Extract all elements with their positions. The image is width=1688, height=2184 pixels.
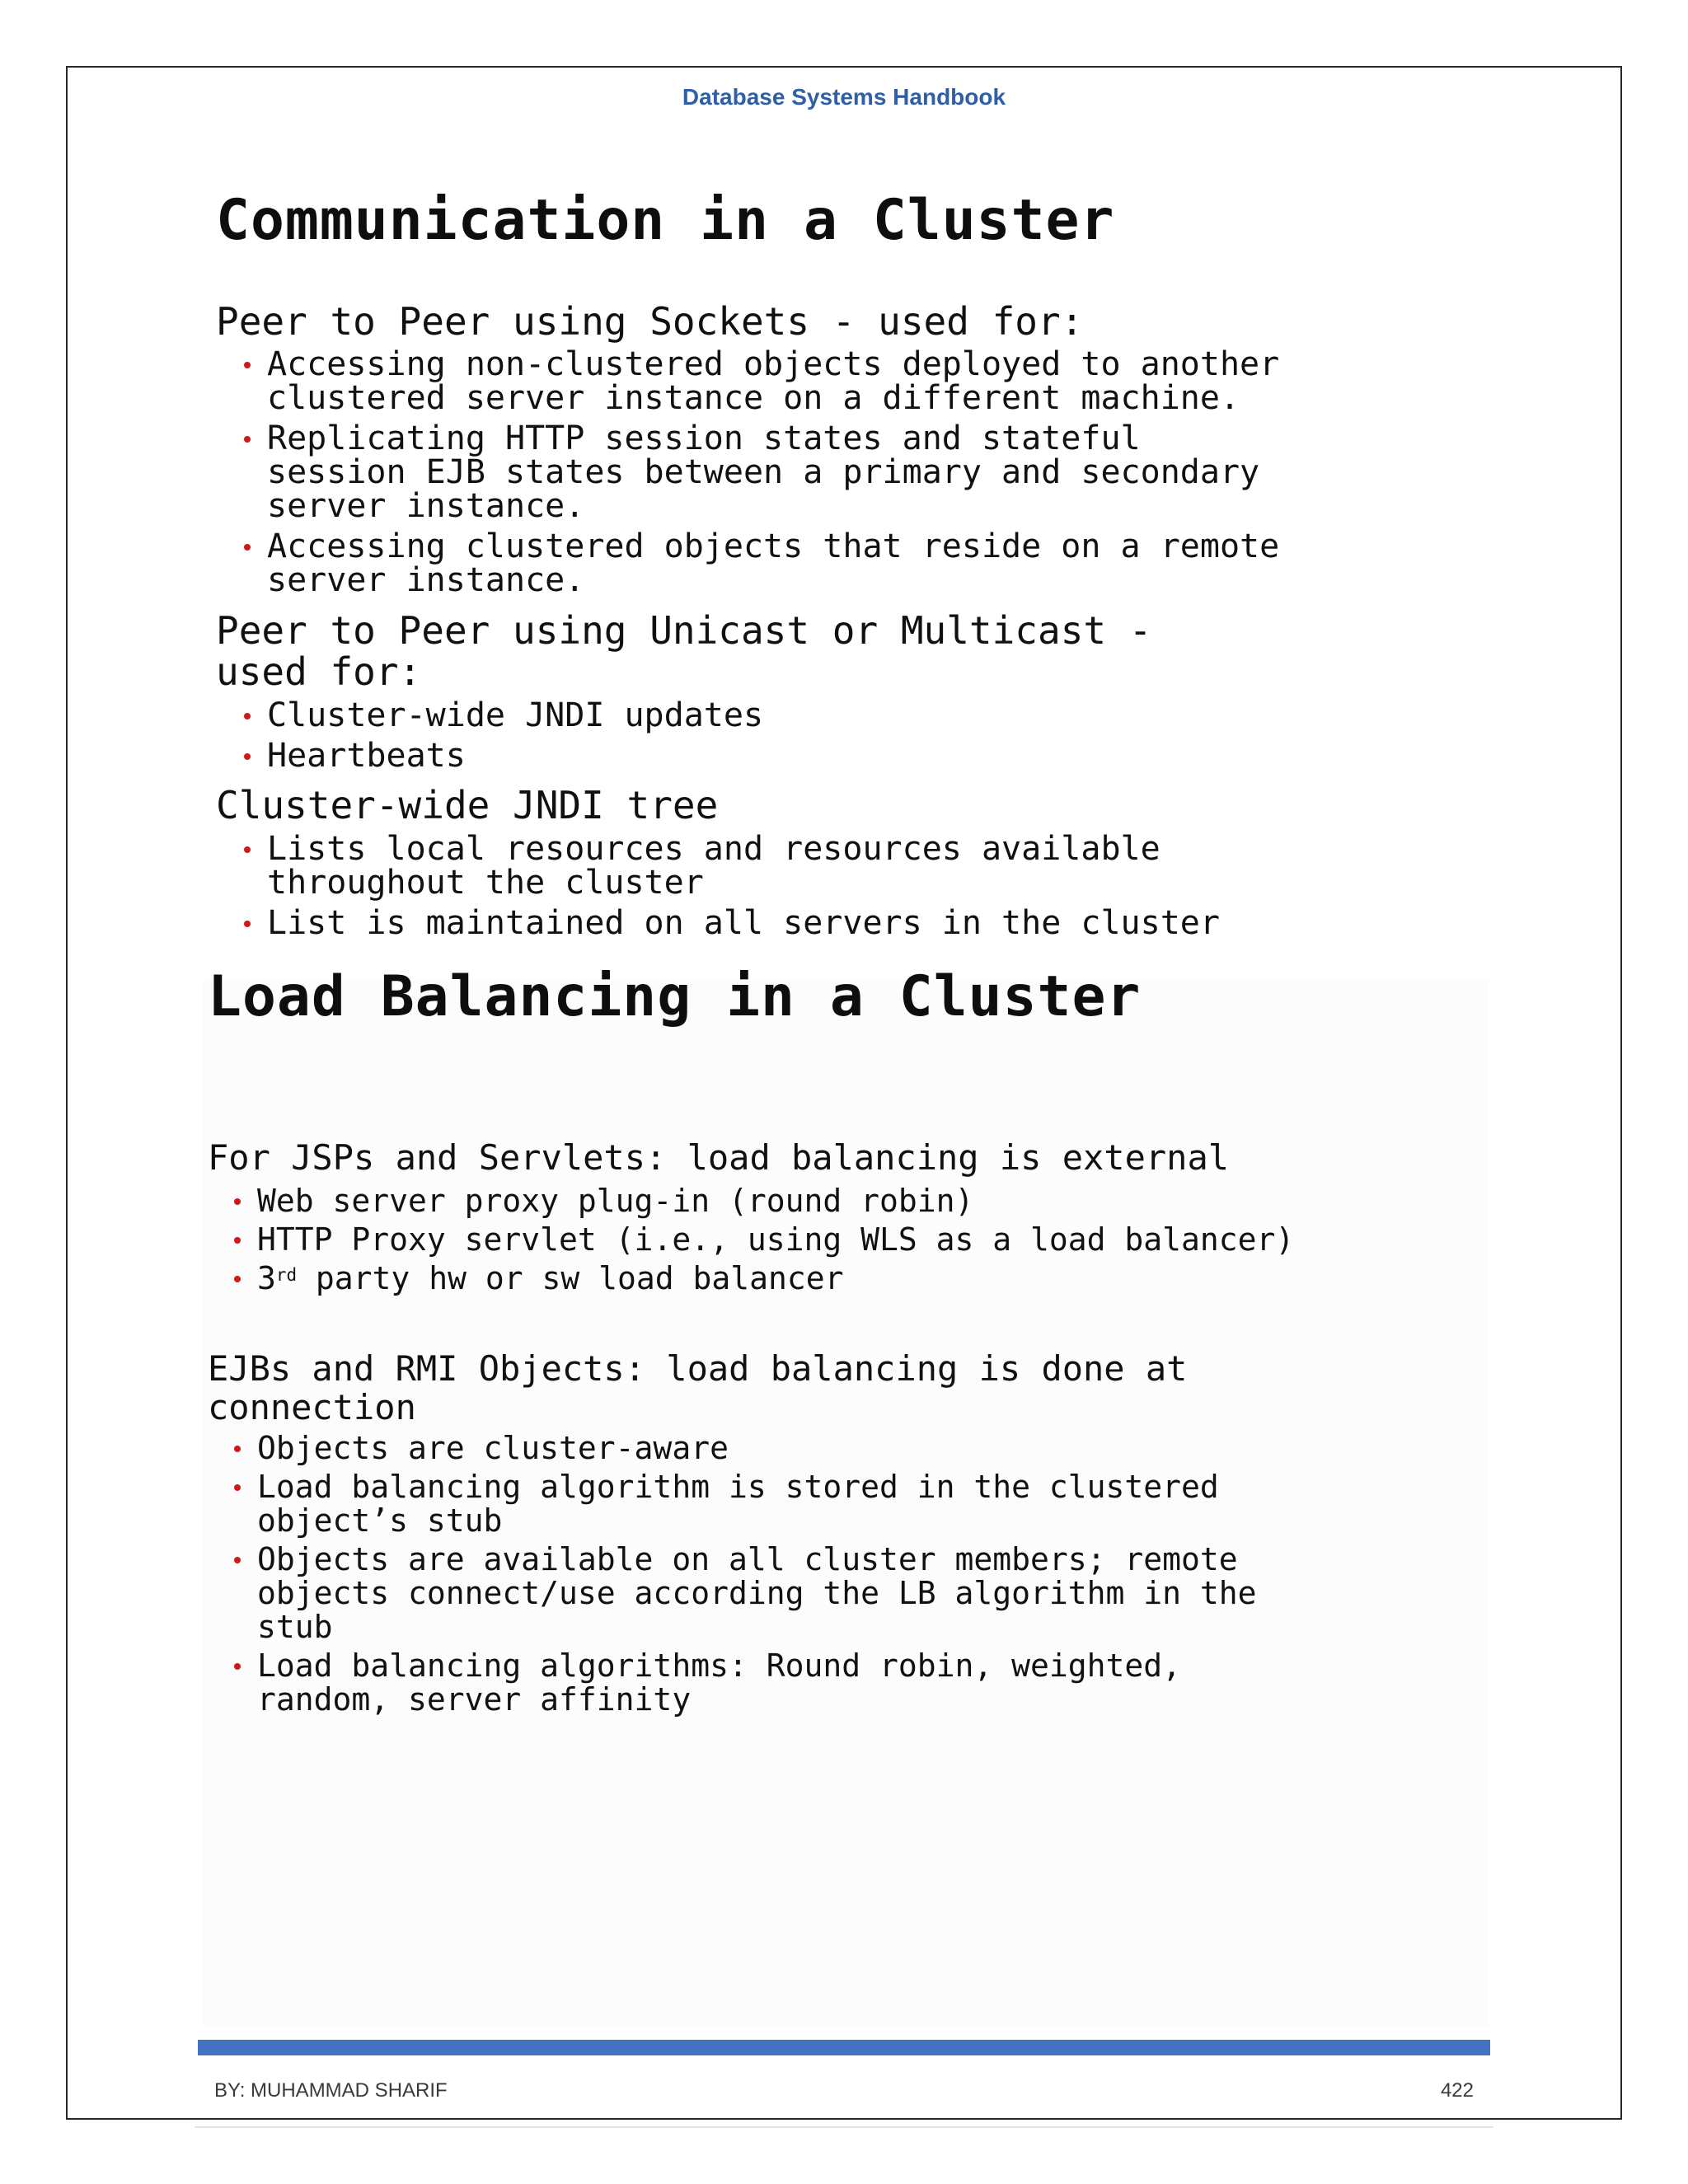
list-item: Accessing clustered objects that reside on a remote server instance. [239,530,1475,598]
footer-bar [198,2040,1490,2055]
running-header: Database Systems Handbook [682,84,1006,110]
list-item: Load balancing algorithms: Round robin, weighted, random, server affinity [229,1649,1465,1717]
unicast-list [239,696,1475,780]
jndi-heading: Cluster-wide JNDI tree [216,783,719,827]
list-item: Objects are cluster-aware [229,1432,1465,1465]
list-item: Cluster-wide JNDI updates [239,699,1475,733]
list-item [229,1262,1465,1296]
list-item: Replicating HTTP session states and stateful session EJB states between a primary and secondary server instance. [239,422,1475,523]
list-item: HTTP Proxy servlet (i.e., using WLS as a load balancer) [229,1223,1465,1257]
list-item: Web server proxy plug-in (round robin) [229,1184,1465,1218]
jndi-list [239,832,1475,947]
jsp-heading: For JSPs and Servlets: load balancing is external [208,1137,1230,1178]
list-item-text: party hw or sw load balancer [297,1260,844,1296]
sockets-list [239,345,1475,604]
ejb-heading: EJBs and RMI Objects: load balancing is done at connection [208,1348,1188,1427]
list-item: Objects are available on all cluster members; remote objects connect/use according the LB algorithm in the stub [229,1543,1465,1644]
list-item: Accessing non-clustered objects deployed to another clustered server instance on a different machine. [239,348,1475,415]
footer-author: BY: MUHAMMAD SHARIF [214,2079,448,2102]
jsp-list [229,1184,1465,1301]
ordinal-number: 3 [257,1260,276,1296]
list-item: Lists local resources and resources available throughout the cluster [239,832,1475,900]
list-item: Heartbeats [239,739,1475,773]
communication-title: Communication in a Cluster [216,188,1115,253]
ejb-list [229,1432,1465,1722]
ordinal-suffix: rd [275,1265,298,1285]
sockets-heading: Peer to Peer using Sockets - used for: [216,299,1084,344]
bottom-rule [195,2126,1493,2128]
unicast-heading: Peer to Peer using Unicast or Multicast - used for: [216,608,1152,694]
list-item: List is maintained on all servers in the cluster [239,907,1475,940]
load-balancing-title: Load Balancing in a Cluster [208,964,1142,1029]
page-number: 422 [1440,2079,1474,2102]
list-item: Load balancing algorithm is stored in the clustered object’s stub [229,1470,1465,1538]
